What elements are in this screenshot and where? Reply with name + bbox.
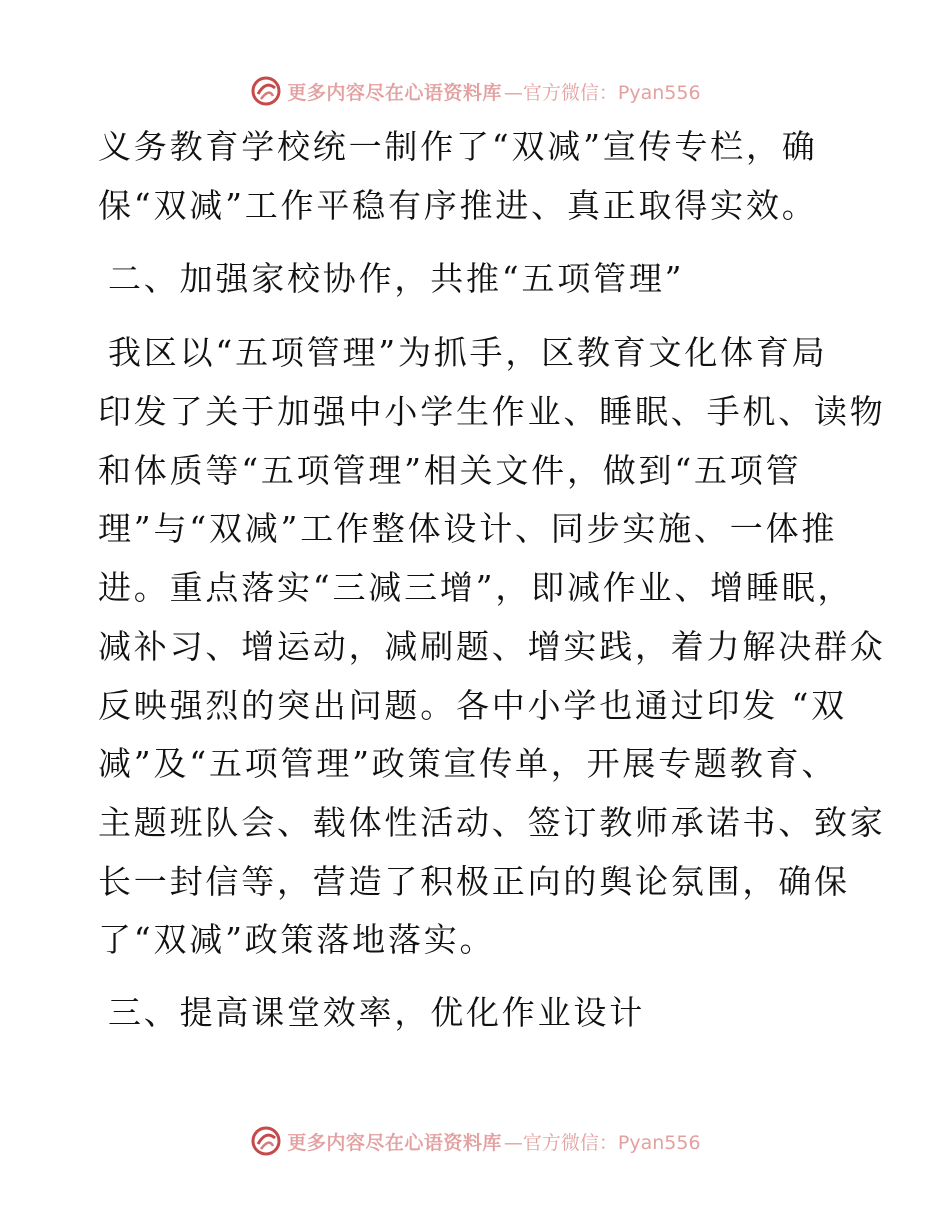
watermark-sub-text: —官方微信：Pyan556 (503, 1131, 701, 1154)
header-watermark (0, 71, 950, 111)
watermark-main-text: 更多内容尽在心语资料库 (287, 81, 502, 104)
footer-watermark (0, 1121, 950, 1161)
paragraph-line: 和体质等“五项管理”相关文件，做到“五项管 (98, 451, 802, 490)
paragraph-line: 主题班队会、载体性活动、签订教师承诺书、致家 (98, 803, 886, 842)
paragraph-line: 减”及“五项管理”政策宣传单，开展专题教育、 (98, 744, 838, 783)
paragraph-line: 印发了关于加强中小学生作业、睡眠、手机、读物 (98, 392, 886, 431)
paragraph-line: 进。重点落实“三减三增”，即减作业、增睡眠， (98, 568, 854, 607)
paragraph-line: 减补习、增运动，减刷题、增实践，着力解决群众 (98, 627, 886, 666)
paragraph-line: 长一封信等，营造了积极正向的舆论氛围，确保 (98, 862, 850, 901)
red-swirl-logo-icon (249, 1124, 283, 1158)
section-heading: 三、提高课堂效率，优化作业设计 (108, 993, 645, 1032)
paragraph-line: 理”与“双减”工作整体设计、同步实施、一体推 (98, 509, 838, 548)
paragraph-line: 了“双减”政策落地落实。 (98, 920, 496, 959)
section-heading: 二、加强家校协作，共推“五项管理” (108, 259, 685, 298)
watermark-main-text: 更多内容尽在心语资料库 (287, 1131, 502, 1154)
paragraph-line: 我区以“五项管理”为抓手，区教育文化体育局 (108, 333, 828, 372)
paragraph-line: 反映强烈的突出问题。各中小学也通过印发 “双 (98, 686, 847, 725)
paragraph-line: 义务教育学校统一制作了“双减”宣传专栏，确 (98, 127, 818, 166)
paragraph-line: 保“双减”工作平稳有序推进、真正取得实效。 (98, 186, 818, 225)
watermark-sub-text: —官方微信：Pyan556 (503, 81, 701, 104)
red-swirl-logo-icon (249, 74, 283, 108)
